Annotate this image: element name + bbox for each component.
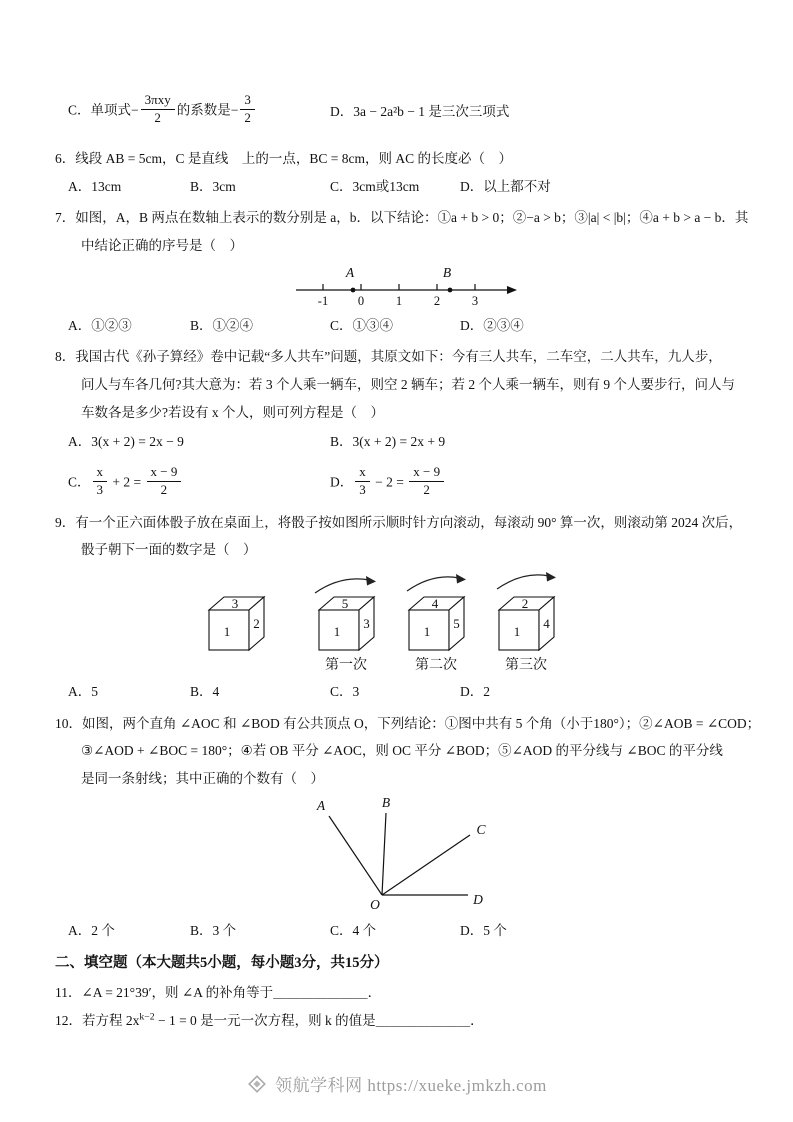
fraction-numerator: x − 9 (147, 465, 182, 482)
cube2-top-number: 5 (341, 596, 349, 612)
question-10-option-b: B．3 个 (190, 922, 237, 938)
point-a-dot (351, 287, 356, 292)
question-7-options (55, 312, 755, 340)
question-9-option-d: D．2 (460, 684, 490, 700)
minus-sign: − (131, 102, 139, 118)
question-10-option-d: D．5 个 (460, 922, 507, 938)
option-c-text-mid: 的系数是 (176, 102, 231, 118)
cube3-right-number: 5 (453, 616, 460, 632)
cube1-top-number: 3 (231, 596, 239, 612)
cube2-front-number: 1 (333, 624, 341, 640)
fraction-denominator: 2 (154, 109, 161, 125)
fraction-numerator: 3πxy (141, 93, 175, 110)
question-9-option-a: A．5 (68, 684, 98, 700)
question-8-options-row1 (55, 426, 755, 458)
question-9-text-line2: 骰子朝下一面的数字是（ ） (81, 542, 257, 558)
cube3-front-number: 1 (423, 624, 431, 640)
question-10-options (55, 917, 755, 945)
footer-text: 领航学科网 https://xueke.jmkzh.com (275, 1076, 547, 1095)
angles-figure (307, 796, 755, 914)
vertex-o-label: O (370, 896, 380, 912)
question-7-option-b: B．①②④ (190, 317, 254, 333)
fraction-denominator: 2 (423, 481, 430, 497)
dice-rolling-figure (207, 567, 755, 675)
question-12-text-post: − 1 = 0 是一元一次方程，则 k 的值是＿＿＿＿＿＿＿． (154, 1012, 484, 1028)
question-8-text-line2: 问人与车各几何?其大意为：若 3 个人乘一辆车，则空 2 辆车；若 2 个人乘一辆车，则有 9 个人要步行，问人与 (81, 376, 735, 392)
site-logo-icon (246, 1073, 268, 1095)
fraction-numerator: x (355, 465, 370, 482)
ray-c-label: C (476, 821, 486, 837)
cube3-top-number: 4 (431, 596, 439, 612)
fraction-denominator: 2 (244, 109, 251, 125)
option-label: C． (68, 474, 91, 490)
tick-label: -1 (317, 293, 329, 308)
fraction-numerator: x − 9 (409, 465, 444, 482)
tick-label: 2 (433, 293, 441, 308)
question-12-text-pre: 12．若方程 2x (55, 1012, 140, 1028)
fraction (240, 93, 255, 126)
tick-label: 3 (471, 293, 479, 308)
cube1-front-number: 1 (223, 624, 231, 640)
cube1-right-number: 2 (253, 616, 260, 632)
question-11-text: 11．∠A = 21°39′，则 ∠A 的补角等于＿＿＿＿＿＿＿． (55, 984, 382, 1000)
question-10-text-line3: 是同一条射线；其中正确的个数有（ ） (81, 771, 324, 787)
equation-middle: − 2 = (371, 474, 408, 490)
equation-middle: + 2 = (109, 474, 145, 490)
exponent: k−2 (139, 1011, 155, 1023)
ray-a-label: A (316, 797, 326, 813)
roll-label-3: 第三次 (505, 658, 547, 674)
question-6 (55, 145, 755, 200)
cube4-front-number: 1 (513, 624, 521, 640)
number-line-axis (296, 284, 509, 290)
question-8 (55, 343, 755, 504)
fraction (355, 465, 370, 498)
question-6-option-c: C．3cm或13cm (330, 178, 420, 194)
section-2-title: 二、填空题（本大题共5小题，每小题3分，共15分） (55, 955, 389, 972)
roll-arrows (315, 575, 549, 593)
question-9-option-c: C．3 (330, 684, 360, 700)
question-7 (55, 204, 755, 339)
question-8-option-d (330, 462, 755, 505)
question-7-text-line1: 7．如图，A，B 两点在数轴上表示的数分别是 a，b．以下结论：①a + b > 0；②−a > b；③|a| < |b|；④a + b > a − b．其 (55, 210, 749, 226)
point-b-dot (448, 287, 453, 292)
minus-sign: − (230, 102, 239, 118)
question-8-option-c (68, 462, 330, 505)
number-line-figure (293, 263, 755, 309)
question5-option-c (68, 90, 330, 133)
fraction (93, 465, 108, 498)
option-label: D． (330, 474, 354, 490)
question-10 (55, 710, 761, 945)
question-10-text-line1: 10．如图，两个直角 ∠AOC 和 ∠BOD 有公共顶点 O，下列结论：①图中共有 5 个角（小于180°）；②∠AOB = ∠COD； (55, 715, 761, 731)
roll-arrowheads (366, 572, 556, 586)
question5-options-row (55, 90, 755, 133)
question-9-option-b: B．4 (190, 684, 220, 700)
fraction-numerator: 3 (240, 93, 255, 110)
tick-label: 0 (357, 293, 365, 308)
question-6-option-d: D．以上都不对 (460, 178, 551, 194)
question-9-options (55, 678, 755, 706)
angles-figure-svg (307, 796, 497, 914)
question-9-text-line1: 9．有一个正六面体骰子放在桌面上，将骰子按如图所示顺时针方向滚动，每滚动 90° 算一次，则滚动第 2024 次后， (55, 514, 743, 530)
cube4-top-number: 2 (521, 596, 529, 612)
angle-rays (329, 813, 470, 895)
tick-label: 1 (395, 293, 403, 308)
question-8-option-a: A．3(x + 2) = 2x − 9 (68, 434, 184, 450)
cube4-right-number: 4 (543, 616, 550, 632)
question-8-option-b: B．3(x + 2) = 2x + 9 (330, 434, 446, 450)
roll-label-2: 第二次 (415, 658, 457, 674)
fraction (409, 465, 444, 498)
question-8-options-row2 (55, 462, 755, 505)
question-8-text-line3: 车数各是多少?若设有 x 个人，则可列方程是（ ） (81, 404, 384, 420)
question5-option-d: D．3a − 2a²b − 1 是三次三项式 (330, 103, 510, 119)
roll-label-1: 第一次 (325, 658, 367, 674)
fraction (147, 465, 182, 498)
question-9 (55, 509, 755, 706)
point-b-label: B (442, 264, 452, 280)
question-10-text-line2: ③∠AOD + ∠BOC = 180°；④若 OB 平分 ∠AOC，则 OC 平分 ∠BOD；⑤∠AOD 的平分线与 ∠BOC 的平分线 (81, 743, 723, 759)
point-a-label: A (345, 264, 355, 280)
question-6-options (55, 173, 755, 201)
dice-figure-svg (207, 567, 559, 675)
ray-b-label: B (381, 795, 391, 810)
fraction-numerator: x (93, 465, 108, 482)
question-7-text-line2: 中结论正确的序号是（ ） (81, 237, 243, 253)
question-7-option-d: D．②③④ (460, 317, 524, 333)
question-7-option-c: C．①③④ (330, 317, 394, 333)
question-12-text (55, 1007, 755, 1035)
fraction-denominator: 2 (160, 481, 168, 497)
number-line-svg (293, 263, 528, 309)
question-10-option-c: C．4 个 (330, 922, 377, 938)
ray-d-label: D (473, 891, 483, 907)
axis-arrowhead (507, 286, 517, 294)
fraction (141, 93, 175, 126)
question-7-option-a: A．①②③ (68, 317, 132, 333)
question-6-option-b: B．3cm (190, 178, 236, 194)
question-8-text-line1: 8．我国古代《孙子算经》卷中记载“多人共车”问题，其原文如下：今有三人共车，二车空，二人共车，九人步， (55, 349, 722, 365)
question-6-text: 6．线段 AB = 5cm，C 是直线 上的一点，BC = 8cm，则 AC 的长度必（ ） (55, 150, 512, 166)
cube2-right-number: 3 (363, 616, 370, 632)
fraction-denominator: 3 (96, 481, 104, 497)
fraction-denominator: 3 (359, 481, 366, 497)
question-6-option-a: A．13cm (68, 178, 122, 194)
option-c-text: C．单项式 (68, 102, 132, 118)
site-footer (0, 1071, 793, 1096)
question-10-option-a: A．2 个 (68, 922, 115, 938)
